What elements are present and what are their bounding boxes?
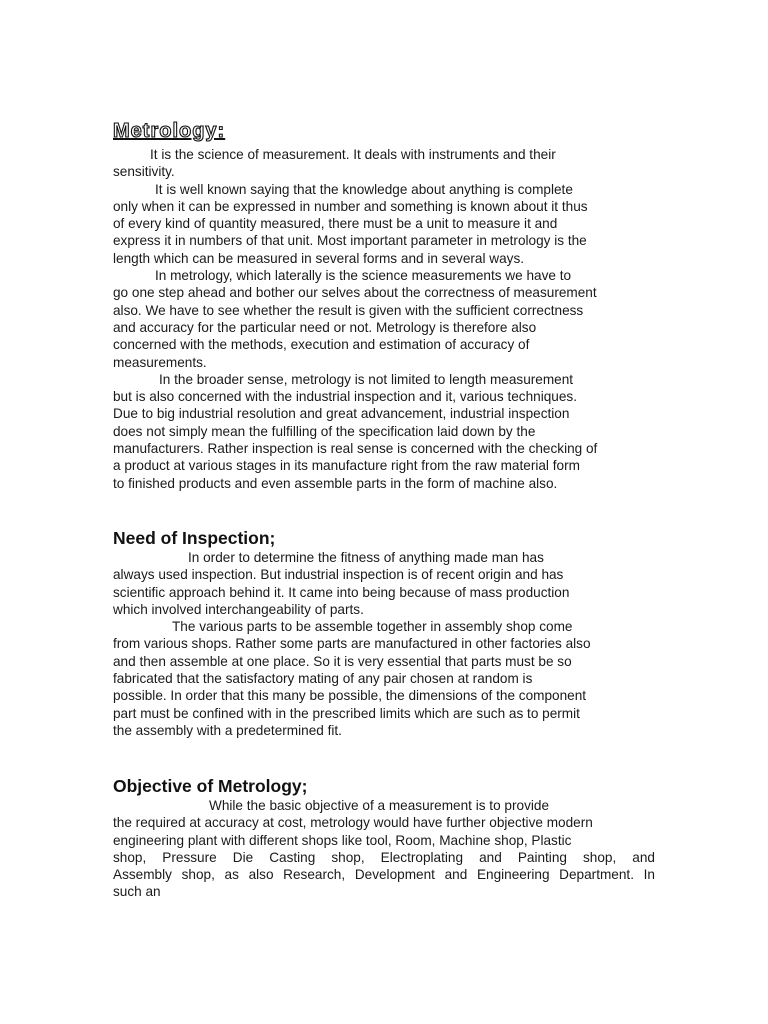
text-line: express it in numbers of that unit. Most important parameter in metrology is the <box>113 233 587 249</box>
text-line: to finished products and even assemble parts in the form of machine also. <box>113 475 558 491</box>
text-line: a product at various stages in its manufacture right from the raw material form <box>113 458 580 474</box>
text-line: While the basic objective of a measurement is to provide <box>209 798 550 813</box>
text-line: concerned with the methods, execution and estimation of accuracy of <box>113 337 530 353</box>
text-line: and then assemble at one place. So it is very essential that parts must be so <box>113 653 572 669</box>
section-title-metrology: Metrology: <box>113 120 226 142</box>
text-line: sensitivity. <box>113 164 175 180</box>
text-line: also. We have to see whether the result is given with the sufficient correctness <box>113 302 584 318</box>
section-body-objective-of-metrology <box>113 797 658 901</box>
text-line: such an <box>113 884 161 900</box>
text-line: It is the science of measurement. It deals with instruments and their <box>150 147 556 162</box>
text-line: only when it can be expressed in number and something is known about it thus <box>113 198 588 214</box>
text-line: manufacturers. Rather inspection is real sense is concerned with the checking of <box>113 441 598 457</box>
text-line: go one step ahead and bother our selves about the correctness of measurement <box>113 285 597 301</box>
text-line: from various shops. Rather some parts are manufactured in other factories also <box>113 636 591 652</box>
text-line: does not simply mean the fulfilling of the specification laid down by the <box>113 423 536 439</box>
text-line: length which can be measured in several forms and in several ways. <box>113 250 525 266</box>
text-line: fabricated that the satisfactory mating of any pair chosen at random is <box>113 671 533 687</box>
text-line: scientific approach behind it. It came into being because of mass production <box>113 584 570 600</box>
text-line: part must be confined with in the prescribed limits which are such as to permit <box>113 705 580 721</box>
text-line: and accuracy for the particular need or not. Metrology is therefore also <box>113 319 537 335</box>
text-line: In metrology, which laterally is the science measurements we have to <box>155 268 572 284</box>
text-line: Assembly shop, as also Research, Development and Engineering Department. In <box>113 867 655 883</box>
text-line: Due to big industrial resolution and great advancement, industrial inspection <box>113 406 570 422</box>
text-line: It is well known saying that the knowledge about anything is complete <box>155 181 573 197</box>
text-line: the assembly with a predetermined fit. <box>113 722 342 738</box>
text-line: shop, Pressure Die Casting shop, Electroplating and Painting shop, and <box>113 849 655 865</box>
text-line: In the broader sense, metrology is not limited to length measurement <box>159 371 574 387</box>
text-line: always used inspection. But industrial inspection is of recent origin and has <box>113 567 564 583</box>
text-line: In order to determine the fitness of anything made man has <box>188 550 544 565</box>
text-line: of every kind of quantity measured, there must be a unit to measure it and <box>113 216 558 232</box>
text-line: measurements. <box>113 354 207 370</box>
text-line: the required at accuracy at cost, metrology would have further objective modern <box>113 815 593 831</box>
text-line: but is also concerned with the industrial inspection and it, various techniques. <box>113 389 577 405</box>
section-title-objective-of-metrology: Objective of Metrology; <box>113 776 308 796</box>
text-line: which involved interchangeability of parts. <box>113 601 364 617</box>
section-body-need-of-inspection <box>113 549 658 739</box>
text-line: possible. In order that this many be possible, the dimensions of the component <box>113 688 587 704</box>
section-title-need-of-inspection: Need of Inspection; <box>113 528 276 548</box>
text-line: engineering plant with different shops like tool, Room, Machine shop, Plastic <box>113 832 572 848</box>
text-line: The various parts to be assemble together in assembly shop come <box>172 619 573 635</box>
section-body-metrology <box>113 146 658 492</box>
